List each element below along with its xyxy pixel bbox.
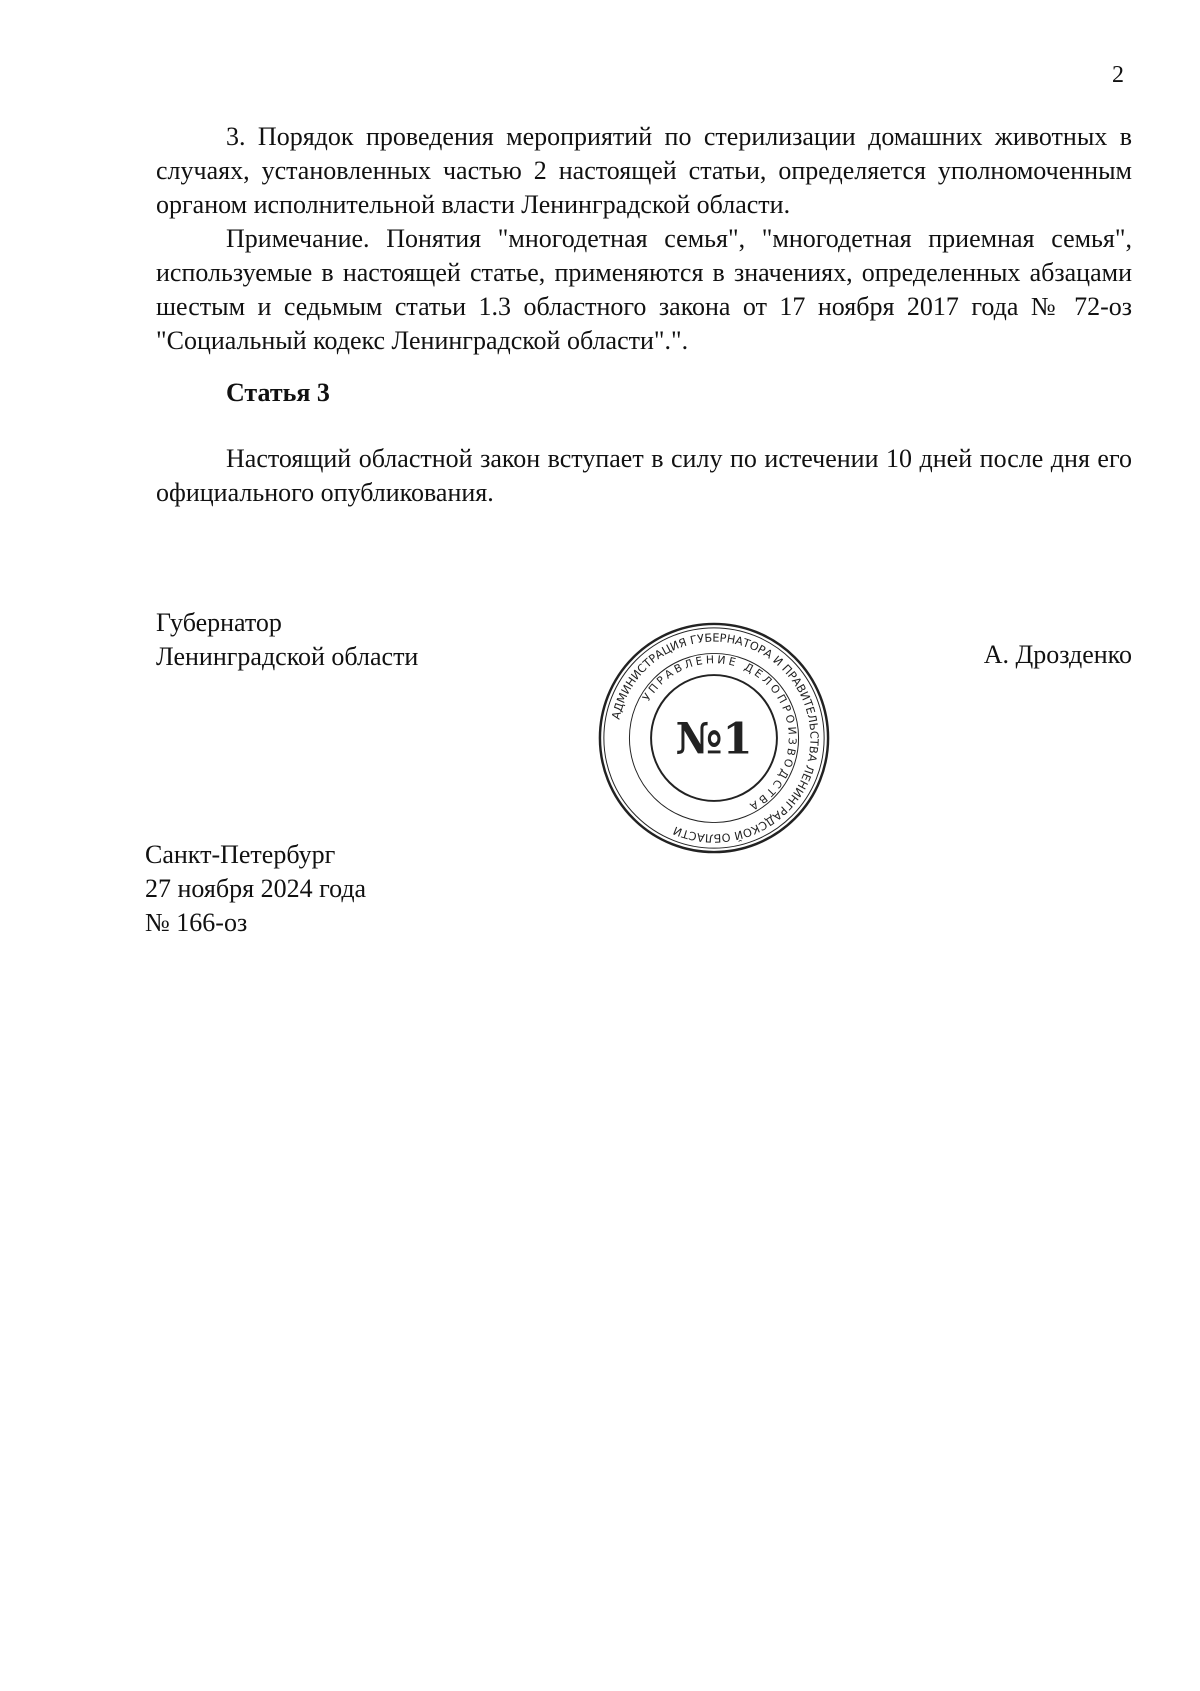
- page-number: 2: [1112, 62, 1124, 88]
- article-3-body: [156, 442, 1132, 510]
- official-seal: [596, 620, 832, 856]
- note-paragraph: Примечание. Понятия "многодетная семья", "многодетная приемная семья", используемые в настоящей статье, применяются в значениях, определенных абзацами шестым и седьмым статьи 1.3 областного закона от 17 ноября 2017 года № 72-оз "Социальный кодекс Ленинградской области".".: [156, 224, 1132, 355]
- seal-inner-text: УПРАВЛЕНИЕ ДЕЛОПРОИЗВОДСТВА: [639, 653, 799, 815]
- signature-title: [156, 606, 418, 674]
- signature-title-line-1: Губернатор: [156, 608, 282, 637]
- article-2-tail: [156, 120, 1132, 358]
- paragraph-3: 3. Порядок проведения мероприятий по стерилизации домашних животных в случаях, установленных частью 2 настоящей статьи, определяется уполномоченным органом исполнительной власти Ленинградской области.: [156, 122, 1132, 219]
- seal-outer-text: АДМИНИСТРАЦИЯ ГУБЕРНАТОРА И ПРАВИТЕЛЬСТВА ЛЕНИНГРАДСКОЙ ОБЛАСТИ: [609, 631, 821, 845]
- article-3-heading: Статья 3: [226, 378, 330, 407]
- article-3-text: Настоящий областной закон вступает в силу по истечении 10 дней после дня его официального опубликования.: [156, 444, 1132, 507]
- law-number: № 166-оз: [145, 908, 248, 937]
- place-date-block: [145, 838, 366, 940]
- seal-center-number: №1: [675, 713, 753, 765]
- city: Санкт-Петербург: [145, 840, 336, 869]
- signature-title-line-2: Ленинградской области: [156, 642, 419, 671]
- date: 27 ноября 2024 года: [145, 874, 367, 903]
- signatory-name: А. Дрозденко: [983, 640, 1132, 669]
